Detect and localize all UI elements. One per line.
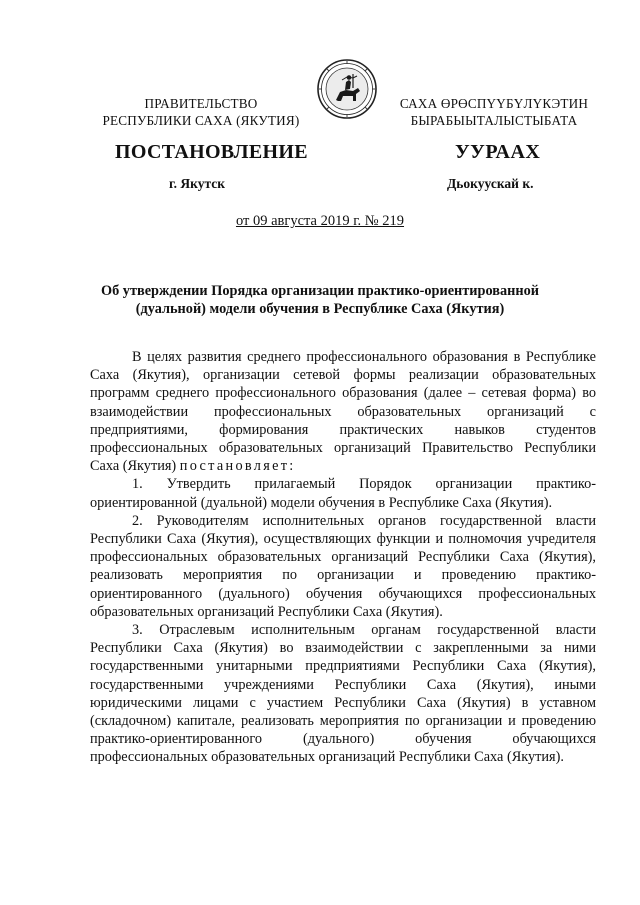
title-line2: (дуальной) модели обучения в Республике Саха (Якутия) [135,301,505,317]
date-number-line [0,213,640,230]
decree-word: постановляет: [179,458,296,475]
issuer-left-line1: ПРАВИТЕЛЬСТВО [144,96,258,111]
document-title [90,282,550,318]
issuer-right-line1: САХА ӨРӨСПҮҮБҮЛҮКЭТИН [399,96,589,111]
preamble-text: В целях развития среднего профессионального образования в Республике Саха (Якутия), организации сетевой формы реализации образовательных программ среднего профессионального образования (далее – сетевая форма) во взаимодействии профессиональных образовательных организаций с предприятиями, формирования практических навыков студентов профессиональных образовательных организаций Правительство Республики Саха (Якутия) [90,349,596,475]
item-2: 2. Руководителям исполнительных органов государственной власти Республики Саха (Якутия), осуществляющих функции и полномочия учредителя профессиональных образовательных организаций Республики Саха (Якутия), реализовать мероприятия по организации и проведению практико-ориентированного (дуального) обучения обучающихся профессиональных образовательных организаций Республики Саха (Якутия). [90,512,596,620]
doc-type-yakut: УУРААХ [455,141,541,163]
issuer-right-line2: БЫРАБЫЫТАЛЫСТЫБАТА [410,113,578,128]
date-number: от 09 августа 2019 г. № 219 [235,213,405,229]
city-russian: г. Якутск [169,176,226,191]
issuer-left-line2: РЕСПУБЛИКИ САХА (ЯКУТИЯ) [102,113,300,128]
issuer-right [378,95,610,129]
item-3: 3. Отраслевым исполнительным органам государственной власти Республики Саха (Якутия) во взаимодействии с закрепленными за ними государственными унитарными предприятиями Республики Саха (Якутия), государственными учреждениями Республики Саха (Якутия), иными юридическими лицами с участием Республики Саха (Якутия) в уставном (складочном) капитале, реализовать мероприятия по организации и проведению практико-ориентированного (дуального) обучения обучающихся профессиональных образовательных организаций Республики Саха (Якутия). [90,622,596,766]
title-line1: Об утверждении Порядка организации практико-ориентированной [100,283,540,299]
doc-type-russian: ПОСТАНОВЛЕНИЕ [115,141,308,163]
document-body [90,348,596,767]
city-yakut: Дьокуускай к. [447,176,534,191]
issuer-left [95,95,307,129]
preamble-paragraph [90,348,596,475]
item-1: 1. Утвердить прилагаемый Порядок организации практико-ориентированной (дуальной) модели обучения в Республике Саха (Якутия). [90,476,596,511]
coat-of-arms-icon [316,58,378,120]
